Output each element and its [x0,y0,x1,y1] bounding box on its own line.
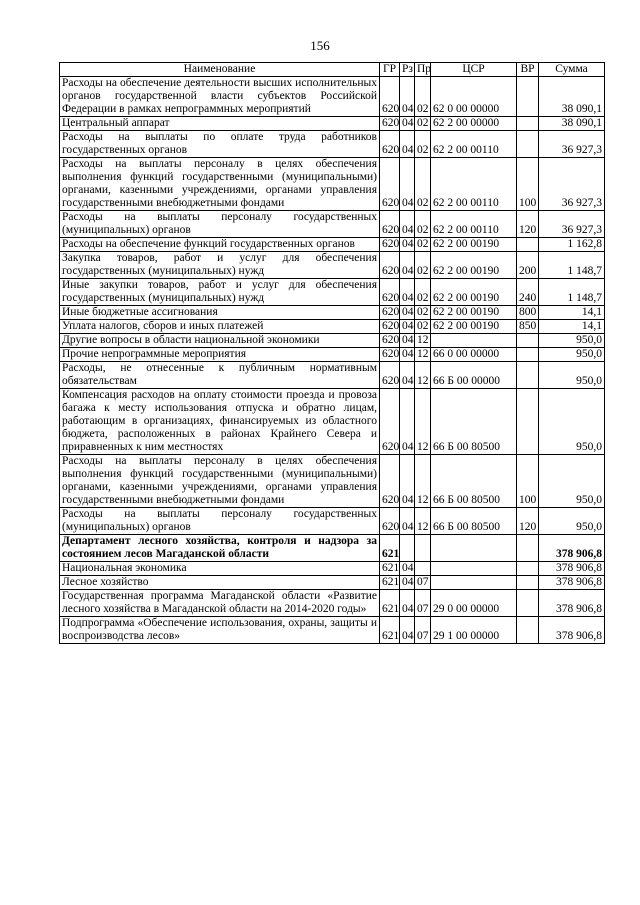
table-row [60,320,605,334]
row-name-cell: Национальная экономика [60,562,380,576]
row-name-cell: Государственная программа Магаданской области «Развитие лесного хозяйства в Магаданской области на 2014-2020 годы» [60,590,380,617]
page-number: 156 [310,38,330,53]
row-pr-cell: 12 [415,348,431,362]
row-gr-cell: 620 [380,158,400,211]
row-rz-cell: 04 [400,576,415,590]
row-gr-cell: 621 [380,576,400,590]
row-sum-cell: 950,0 [539,334,605,348]
table-row [60,158,605,211]
row-pr-cell [415,562,431,576]
row-pr-cell: 02 [415,306,431,320]
row-sum-cell: 1 148,7 [539,252,605,279]
table-body [60,77,605,644]
row-rz-cell: 04 [400,117,415,131]
row-csr-cell: 62 2 00 00110 [431,158,517,211]
row-vr-cell [517,562,539,576]
row-vr-cell [517,617,539,644]
row-pr-cell: 07 [415,590,431,617]
table-row [60,306,605,320]
row-sum-cell: 950,0 [539,455,605,508]
row-rz-cell: 04 [400,131,415,158]
row-rz-cell: 04 [400,158,415,211]
row-csr-cell: 62 2 00 00190 [431,279,517,306]
row-pr-cell: 02 [415,320,431,334]
row-rz-cell: 04 [400,320,415,334]
row-vr-cell [517,590,539,617]
row-vr-cell: 240 [517,279,539,306]
row-sum-cell: 378 906,8 [539,562,605,576]
row-gr-cell: 620 [380,211,400,238]
row-sum-cell: 378 906,8 [539,590,605,617]
row-pr-cell: 02 [415,131,431,158]
row-sum-cell: 14,1 [539,306,605,320]
row-gr-cell: 620 [380,279,400,306]
row-rz-cell: 04 [400,211,415,238]
row-rz-cell: 04 [400,389,415,455]
row-vr-cell [517,348,539,362]
row-gr-cell: 620 [380,334,400,348]
row-csr-cell: 62 2 00 00190 [431,320,517,334]
row-rz-cell: 04 [400,617,415,644]
row-gr-cell: 620 [380,306,400,320]
row-gr-cell: 620 [380,348,400,362]
row-pr-cell: 07 [415,576,431,590]
row-csr-cell: 66 Б 00 80500 [431,389,517,455]
header-sum: Сумма [539,63,605,77]
row-csr-cell [431,562,517,576]
row-gr-cell: 620 [380,131,400,158]
table-header-row [60,63,605,77]
row-name-cell: Прочие непрограммные мероприятия [60,348,380,362]
row-name-cell: Расходы на обеспечение деятельности высших исполнительных органов государственной власти субъектов Российской Федерации в рамках непрограммных мероприятий [60,77,380,117]
row-pr-cell [415,535,431,562]
table-row [60,508,605,535]
row-name-cell: Уплата налогов, сборов и иных платежей [60,320,380,334]
row-gr-cell: 620 [380,389,400,455]
row-name-cell: Иные бюджетные ассигнования [60,306,380,320]
row-sum-cell: 14,1 [539,320,605,334]
table-row [60,562,605,576]
row-vr-cell [517,362,539,389]
row-name-cell: Департамент лесного хозяйства, контроля и надзора за состоянием лесов Магаданской области [60,535,380,562]
row-sum-cell: 950,0 [539,348,605,362]
header-gr: ГР [380,63,400,77]
table-row [60,279,605,306]
row-rz-cell [400,535,415,562]
row-name-cell: Компенсация расходов на оплату стоимости проезда и провоза багажа к месту использования отпуска и обратно лицам, работающим в организациях, финансируемых из областного бюджета, расположенных в районах Крайнего Севера и приравненных к ним местностях [60,389,380,455]
row-rz-cell: 04 [400,562,415,576]
row-csr-cell: 62 2 00 00110 [431,211,517,238]
row-csr-cell: 62 2 00 00190 [431,252,517,279]
row-vr-cell: 850 [517,320,539,334]
row-name-cell: Центральный аппарат [60,117,380,131]
row-sum-cell: 36 927,3 [539,158,605,211]
row-vr-cell: 100 [517,158,539,211]
header-rz: Рз [400,63,415,77]
header-csr: ЦСР [431,63,517,77]
row-csr-cell: 62 2 00 00190 [431,238,517,252]
row-csr-cell: 66 Б 00 80500 [431,455,517,508]
table-row [60,117,605,131]
row-vr-cell: 100 [517,455,539,508]
row-gr-cell: 620 [380,117,400,131]
row-rz-cell: 04 [400,455,415,508]
table-row [60,535,605,562]
row-csr-cell: 29 0 00 00000 [431,590,517,617]
row-sum-cell: 950,0 [539,389,605,455]
row-pr-cell: 02 [415,77,431,117]
row-vr-cell [517,117,539,131]
row-gr-cell: 621 [380,617,400,644]
row-name-cell: Расходы на выплаты персоналу государственных (муниципальных) органов [60,508,380,535]
budget-table [59,62,605,644]
row-name-cell: Подпрограмма «Обеспечение использования, охраны, защиты и воспроизводства лесов» [60,617,380,644]
row-csr-cell [431,576,517,590]
row-name-cell: Закупка товаров, работ и услуг для обеспечения государственных (муниципальных) нужд [60,252,380,279]
row-gr-cell: 621 [380,590,400,617]
row-pr-cell: 12 [415,389,431,455]
row-gr-cell: 620 [380,508,400,535]
row-gr-cell: 620 [380,252,400,279]
row-vr-cell [517,576,539,590]
header-name: Наименование [60,63,380,77]
row-pr-cell: 12 [415,334,431,348]
row-rz-cell: 04 [400,238,415,252]
row-name-cell: Расходы на выплаты персоналу в целях обеспечения выполнения функций государственными (муниципальными) органами, казенными учреждениями, органами управления государственными внебюджетными фондами [60,455,380,508]
row-vr-cell: 120 [517,211,539,238]
row-vr-cell: 120 [517,508,539,535]
row-gr-cell: 620 [380,320,400,334]
row-name-cell: Другие вопросы в области национальной экономики [60,334,380,348]
table-row [60,455,605,508]
row-sum-cell: 36 927,3 [539,131,605,158]
row-sum-cell: 378 906,8 [539,576,605,590]
table-row [60,362,605,389]
table-row [60,334,605,348]
row-vr-cell: 800 [517,306,539,320]
row-name-cell: Расходы на выплаты персоналу государственных (муниципальных) органов [60,211,380,238]
row-sum-cell: 1 162,8 [539,238,605,252]
table-row [60,77,605,117]
row-vr-cell [517,238,539,252]
table-row [60,590,605,617]
row-rz-cell: 04 [400,348,415,362]
table-row [60,348,605,362]
row-rz-cell: 04 [400,362,415,389]
row-vr-cell [517,131,539,158]
row-csr-cell [431,334,517,348]
row-pr-cell: 12 [415,362,431,389]
table-row [60,617,605,644]
row-csr-cell: 62 2 00 00190 [431,306,517,320]
row-rz-cell: 04 [400,508,415,535]
table-row [60,238,605,252]
row-pr-cell: 02 [415,158,431,211]
row-csr-cell: 62 2 00 00110 [431,131,517,158]
row-name-cell: Расходы, не отнесенные к публичным нормативным обязательствам [60,362,380,389]
table-row [60,211,605,238]
header-vr: ВР [517,63,539,77]
row-csr-cell [431,535,517,562]
row-rz-cell: 04 [400,306,415,320]
row-gr-cell: 620 [380,455,400,508]
row-sum-cell: 36 927,3 [539,211,605,238]
row-gr-cell: 621 [380,562,400,576]
row-vr-cell [517,334,539,348]
row-pr-cell: 02 [415,279,431,306]
row-vr-cell [517,77,539,117]
row-pr-cell: 02 [415,117,431,131]
row-name-cell: Лесное хозяйство [60,576,380,590]
row-rz-cell: 04 [400,590,415,617]
row-pr-cell: 02 [415,238,431,252]
row-name-cell: Расходы на обеспечение функций государственных органов [60,238,380,252]
row-vr-cell [517,535,539,562]
row-gr-cell: 620 [380,362,400,389]
row-rz-cell: 04 [400,279,415,306]
row-csr-cell: 66 0 00 00000 [431,348,517,362]
row-rz-cell: 04 [400,334,415,348]
row-vr-cell [517,389,539,455]
row-gr-cell: 620 [380,238,400,252]
row-sum-cell: 950,0 [539,362,605,389]
table-row [60,576,605,590]
row-gr-cell: 621 [380,535,400,562]
row-pr-cell: 07 [415,617,431,644]
table-row [60,131,605,158]
row-pr-cell: 12 [415,455,431,508]
row-name-cell: Расходы на выплаты по оплате труда работников государственных органов [60,131,380,158]
row-sum-cell: 1 148,7 [539,279,605,306]
row-pr-cell: 02 [415,252,431,279]
row-csr-cell: 29 1 00 00000 [431,617,517,644]
row-sum-cell: 950,0 [539,508,605,535]
row-gr-cell: 620 [380,77,400,117]
row-pr-cell: 12 [415,508,431,535]
table-row [60,389,605,455]
row-rz-cell: 04 [400,252,415,279]
table-row [60,252,605,279]
row-name-cell: Расходы на выплаты персоналу в целях обеспечения выполнения функций государственными (муниципальными) органами, казенными учреждениями, органами управления государственными внебюджетными фондами [60,158,380,211]
row-sum-cell: 378 906,8 [539,535,605,562]
row-vr-cell: 200 [517,252,539,279]
row-csr-cell: 62 0 00 00000 [431,77,517,117]
row-name-cell: Иные закупки товаров, работ и услуг для обеспечения государственных (муниципальных) нужд [60,279,380,306]
row-csr-cell: 66 Б 00 80500 [431,508,517,535]
row-sum-cell: 378 906,8 [539,617,605,644]
row-csr-cell: 62 2 00 00000 [431,117,517,131]
row-sum-cell: 38 090,1 [539,77,605,117]
row-pr-cell: 02 [415,211,431,238]
row-sum-cell: 38 090,1 [539,117,605,131]
row-rz-cell: 04 [400,77,415,117]
row-csr-cell: 66 Б 00 00000 [431,362,517,389]
header-pr: Пр [415,63,431,77]
